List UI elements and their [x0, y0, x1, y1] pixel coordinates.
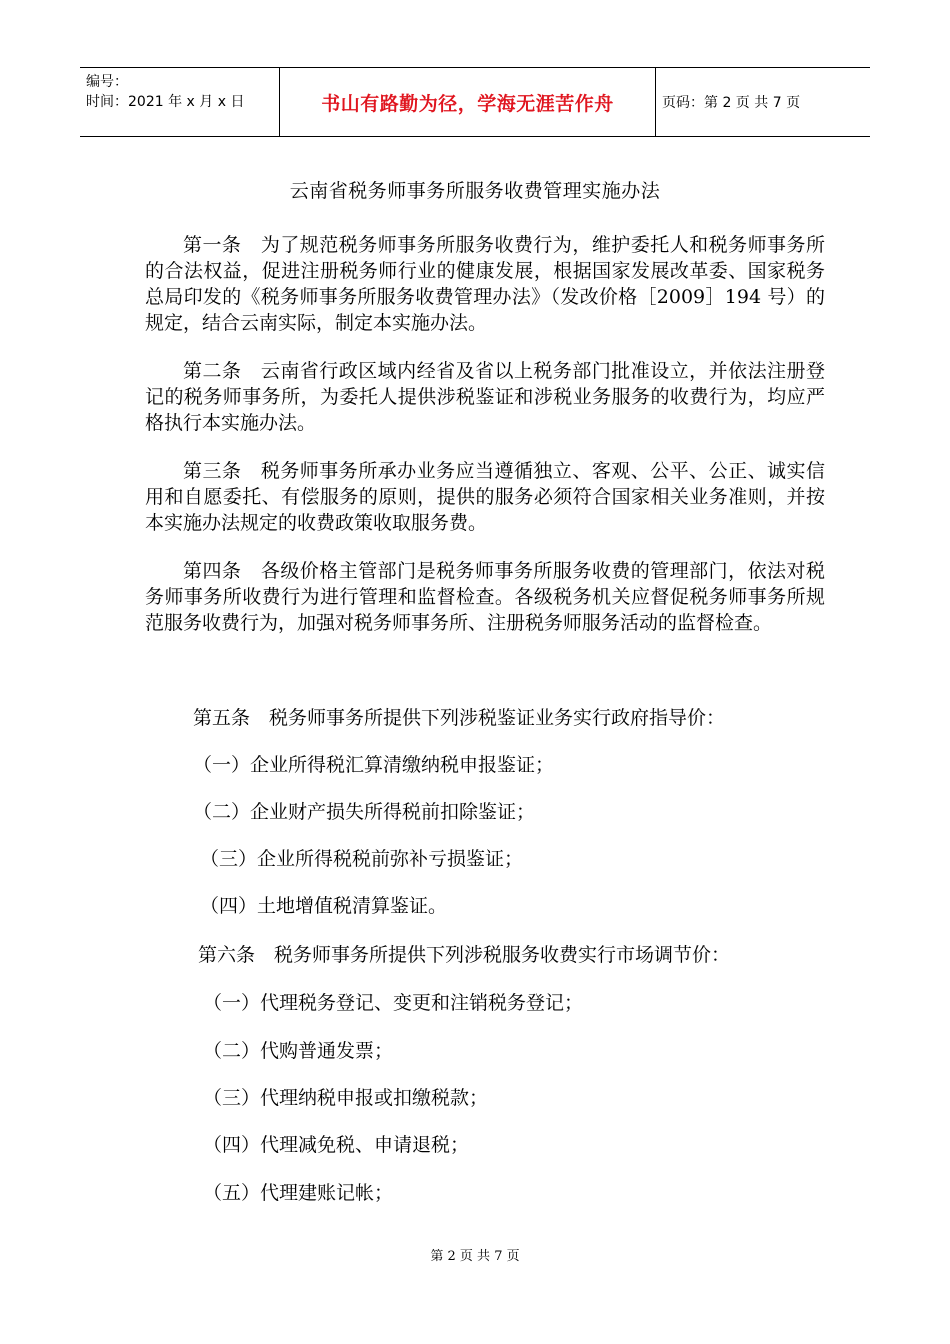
- article-5-item-2: （二）企业财产损失所得税前扣除鉴证；: [193, 801, 536, 823]
- header-motto-cell: [280, 68, 656, 136]
- article-5-item-1: （一）企业所得税汇算清缴纳税申报鉴证；: [193, 754, 555, 776]
- article-4: 第四条 各级价格主管部门是税务师事务所服务收费的管理部门，依法对税务师事务所收费行为进行管理和监督检查。各级税务机关应督促税务师事务所规范服务收费行为，加强对税务师事务所、注册税务师服务活动的监督检查。: [145, 560, 825, 634]
- article-6-item-5: （五）代理建账记帐；: [203, 1182, 394, 1204]
- document-title: 云南省税务师事务所服务收费管理实施办法: [289, 180, 661, 202]
- document-body: [145, 232, 825, 658]
- time-label: 时间：2021 年 x 月 x 日: [86, 94, 245, 110]
- motto-text: 书山有路勤为径，学海无涯苦作舟: [321, 92, 614, 115]
- page-info: 页码：第 2 页 共 7 页: [662, 95, 801, 111]
- article-6-item-3: （三）代理纳税申报或扣缴税款；: [203, 1087, 489, 1109]
- document-header: [80, 67, 870, 137]
- article-6-item-1: （一）代理税务登记、变更和注销税务登记；: [203, 992, 584, 1014]
- article-6-item-2: （二）代购普通发票；: [203, 1040, 394, 1062]
- article-3: 第三条 税务师事务所承办业务应当遵循独立、客观、公平、公正、诚实信用和自愿委托、有偿服务的原则，提供的服务必须符合国家相关业务准则，并按本实施办法规定的收费政策收取服务费。: [145, 460, 825, 534]
- article-5: 第五条 税务师事务所提供下列涉税鉴证业务实行政府指导价：: [193, 707, 726, 729]
- header-left-cell: [80, 68, 280, 136]
- page-footer: 第 2 页 共 7 页: [430, 1249, 520, 1264]
- number-label: 编号：: [86, 74, 128, 90]
- article-5-item-4: （四）土地增值税清算鉴证。: [200, 895, 448, 917]
- article-6-item-4: （四）代理减免税、申请退税；: [203, 1134, 470, 1156]
- article-1: 第一条 为了规范税务师事务所服务收费行为，维护委托人和税务师事务所的合法权益，促进注册税务师行业的健康发展，根据国家发展改革委、国家税务总局印发的《税务师事务所服务收费管理办法》（发改价格［2009］194 号）的规定，结合云南实际，制定本实施办法。: [145, 234, 825, 334]
- article-2: 第二条 云南省行政区域内经省及省以上税务部门批准设立，并依法注册登记的税务师事务所，为委托人提供涉税鉴证和涉税业务服务的收费行为，均应严格执行本实施办法。: [145, 360, 825, 434]
- header-page-cell: [656, 68, 870, 136]
- article-6: 第六条 税务师事务所提供下列涉税服务收费实行市场调节价：: [198, 944, 731, 966]
- article-5-item-3: （三）企业所得税税前弥补亏损鉴证；: [200, 848, 524, 870]
